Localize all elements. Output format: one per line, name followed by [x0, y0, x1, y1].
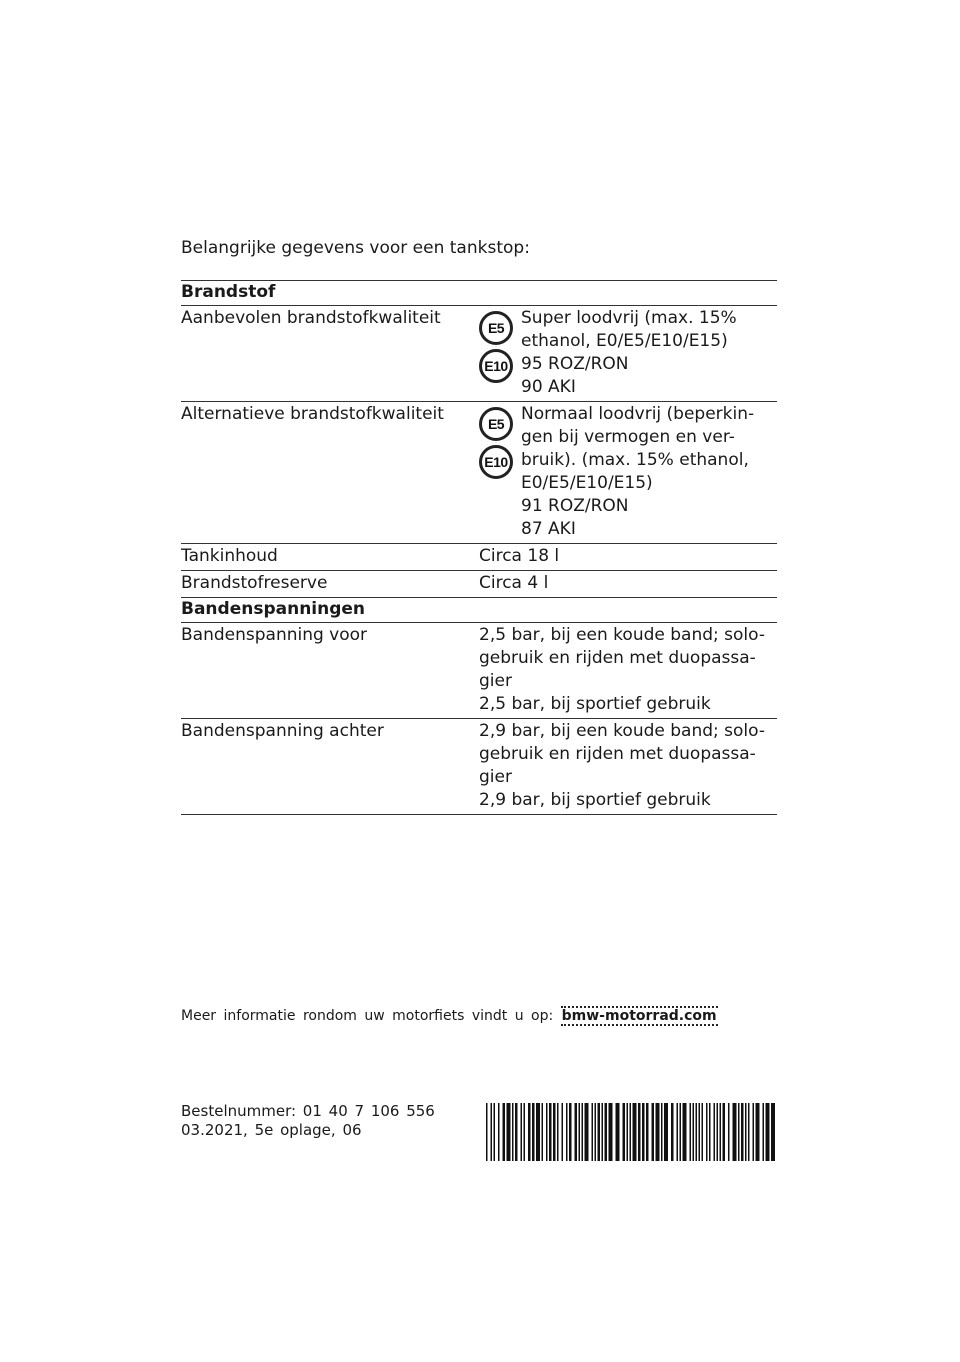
e10-badge-icon: E10	[479, 445, 513, 479]
fuel-data-table	[181, 280, 777, 815]
front-tyre-row	[181, 623, 777, 718]
alternative-fuel-line: bruik). (max. 15% ethanol,	[521, 450, 749, 470]
recommended-fuel-line: 95 ROZ/RON	[521, 354, 629, 374]
alternative-fuel-line: 87 AKI	[521, 519, 576, 539]
e10-badge-icon: E10	[479, 349, 513, 383]
barcode-icon	[486, 1103, 778, 1161]
rear-tyre-line: gebruik en rijden met duopassa-	[479, 744, 756, 764]
front-tyre-label: Bandenspanning voor	[181, 625, 368, 645]
rear-tyre-line: 2,9 bar, bij sportief gebruik	[479, 790, 711, 810]
order-number: Bestelnummer: 01 40 7 106 556	[181, 1102, 435, 1120]
front-tyre-line: 2,5 bar, bij een koude band; solo-	[479, 625, 765, 645]
recommended-fuel-line: Super loodvrij (max. 15%	[521, 308, 737, 328]
alternative-fuel-row	[181, 402, 777, 543]
edition-info: 03.2021, 5e oplage, 06	[181, 1121, 362, 1139]
fuel-reserve-label: Brandstofreserve	[181, 573, 328, 593]
front-tyre-line: gier	[479, 671, 512, 691]
tank-capacity-value: Circa 18 l	[479, 546, 560, 566]
intro-text: Belangrijke gegevens voor een tankstop:	[181, 238, 530, 258]
fuel-reserve-value: Circa 4 l	[479, 573, 549, 593]
website-link[interactable]: bmw-motorrad.com	[561, 1008, 717, 1024]
recommended-fuel-row	[181, 306, 777, 401]
e5-badge-icon: E5	[479, 407, 513, 441]
rear-tyre-line: 2,9 bar, bij een koude band; solo-	[479, 721, 765, 741]
tank-capacity-row	[181, 544, 777, 570]
recommended-fuel-line: 90 AKI	[521, 377, 576, 397]
rear-tyre-row	[181, 719, 777, 814]
divider	[181, 814, 777, 815]
tank-capacity-label: Tankinhoud	[181, 546, 278, 566]
recommended-fuel-label: Aanbevolen brandstofkwaliteit	[181, 308, 441, 328]
more-info	[181, 1008, 718, 1024]
alternative-fuel-line: 91 ROZ/RON	[521, 496, 629, 516]
front-tyre-line: 2,5 bar, bij sportief gebruik	[479, 694, 711, 714]
tyre-section-heading: Bandenspanningen	[181, 599, 366, 619]
fuel-reserve-row	[181, 571, 777, 597]
order-info	[181, 1102, 435, 1140]
front-tyre-line: gebruik en rijden met duopassa-	[479, 648, 756, 668]
rear-tyre-line: gier	[479, 767, 512, 787]
alternative-fuel-line: Normaal loodvrij (beperkin-	[521, 404, 755, 424]
fuel-section-heading: Brandstof	[181, 282, 276, 302]
alternative-fuel-line: gen bij vermogen en ver-	[521, 427, 735, 447]
e5-badge-icon: E5	[479, 311, 513, 345]
alternative-fuel-line: E0/E5/E10/E15)	[521, 473, 653, 493]
more-info-text: Meer informatie rondom uw motorfiets vindt u op:	[181, 1008, 554, 1024]
recommended-fuel-line: ethanol, E0/E5/E10/E15)	[521, 331, 728, 351]
alternative-fuel-label: Alternatieve brandstofkwaliteit	[181, 404, 444, 424]
rear-tyre-label: Bandenspanning achter	[181, 721, 384, 741]
